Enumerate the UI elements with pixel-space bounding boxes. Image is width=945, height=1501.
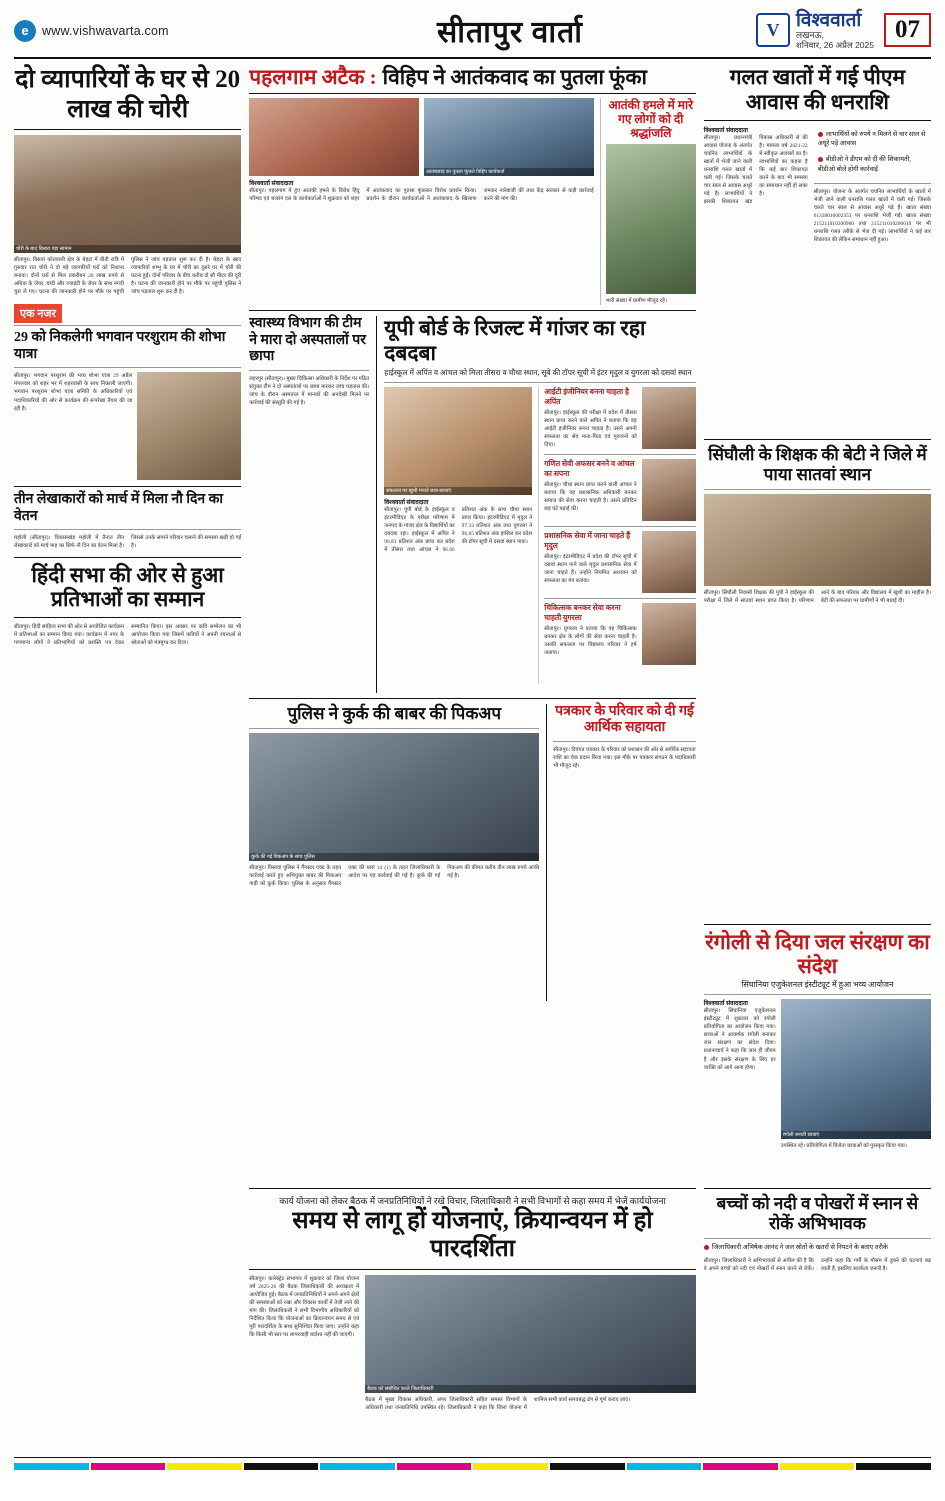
brand-date: शनिवार, 26 अप्रैल 2025 <box>795 39 874 50</box>
singhaoli-photo <box>704 494 931 586</box>
profile-body: सीतापुर। हाईस्कूल की परीक्षा में प्रदेश में तीसरा स्थान प्राप्त करने वाले अपिंत ने बताया कि वह आईटी इंजीनियर बनना चाहता है। उसने अपनी सफलता का श्रेय माता-पिता एवं गुरुजनों को दिया। <box>544 409 637 449</box>
profile-card <box>544 531 696 593</box>
masthead-left <box>14 20 264 42</box>
attack-body: सीतापुर। पहलगाम में हुए आतंकी हमले के विरोध हिंदू परिषद एवं बजरंग दल के कार्यकर्ताओं ने शुक्रवार को शहर में आतंकवाद का पुतला फूंककर विरोध प्रदर्शन किया। प्रदर्शन के दौरान कार्यकर्ताओं ने आतंकवाद के खिलाफ जमकर नारेबाजी की तथा केंद्र सरकार से कड़ी कार्रवाई करने की मांग की। <box>249 187 594 202</box>
brand-logo-icon: V <box>756 13 790 47</box>
brand-block <box>756 11 874 49</box>
river-bullet: जिलाधिकारी अभिषेक आनंद ने जल स्रोतों के खतरों से निपटने के बताए तरीके <box>711 1244 888 1252</box>
eknazar-photo <box>137 372 241 480</box>
site-url[interactable]: www.vishwavarta.com <box>42 23 169 38</box>
cmyk-registration-bar <box>14 1463 931 1470</box>
teachers-headline: तीन लेखाकारों को मार्च में मिला नौ दिन का वेतन <box>14 492 224 524</box>
page-number: 07 <box>884 13 931 47</box>
bottom-center-story: कार्य योजना को लेकर बैठक में जनप्रतिनिधियों ने रखे विचार, जिलाधिकारी ने सभी विभागों से कहा समय में भेजें कार्ययोजना समय से लागू हों योजनाएं, क्रियान्वयन में हो पारदर्शिता सीतापुर। कलेक्ट्रेट सभागार में शुक्रवार को जिला योजना वर्ष 2025-26 की बैठक जिलाधिकारी की अध्यक्षता में आयोजित हुई। बैठक में जनप्रतिनिधियों ने अपने-अपने क्षेत्रों की समस्याओं को रखा और विकास कार्यों में तेजी लाने की मांग की। जिलाधिकारी ने सभी विभागीय अधिकारियों को निर्देशित किया कि योजनाओं का क्रियान्वयन समय से एवं पूरी पारदर्शिता के साथ सुनिश्चित किया जाए। उन्होंने कहा कि किसी भी स्तर पर लापरवाही बर्दाश्त नहीं की जाएगी। बैठक को संबोधित करते जिलाधिकारी बैठक में मुख्य विकास अधिकारी, अपर जिलाधिकारी सहित समस्त विभागों के अधिकारी तथा जनप्रतिनिधि उपस्थित रहे। जिलाधिकारी ने कहा कि जिला योजना में शामिल सभी कार्य समयबद्ध ढंग से पूर्ण कराए जाएं। <box>249 1183 696 1501</box>
brand-city: लखनऊ, <box>795 30 825 41</box>
column-right: गलत खातों में गई पीएम आवास की धनराशि विश्ववार्ता संवाददाता सीतापुर। प्रधानमंत्री आवास योजना के अंतर्गत चयनित लाभार्थियों के खातों में भेजी जाने वाली धनराशि गलत खातों में चली गई। जिसके चलते चार साल से आवास अधूरे पड़े हैं। लाभार्थियों ने इसकी शिकायत खंड विकास अधिकारी से की है। मामला वर्ष 2021-22 में स्वीकृत आवासों का है। लाभार्थियों का कहना है कि कई बार शिकायत करने के बाद भी समस्या का समाधान नहीं हो सका है। लाभार्थियों को रुपये न मिलने से चार साल से अधूरे पड़े आवास बीडीओ ने डीएम को दी की शिकायती, बीडीओ बोले होगी कार्रवाई सीतापुर। योजना के अंतर्गत चयनित लाभार्थियों के खातों में भेजी जाने वाली धनराशि गलत खातों में चली गई। जिसके चलते चार साल से आवास अधूरे पड़े हैं। खाता संख्या 61338010002353 पर धनराशि भेजी गई। खाता संख्या 215211010200960 तथा 215211010200619 पर भी धनराशि गलत तरीके से भेज दी गई। लाभार्थियों ने कई बार शिकायत की लेकिन समाधान नहीं हुआ। सिंघौली के शिक्षक की बेटी ने जिले में पाया सातवां स्थान सीतापुर। सिंघौली निवासी शिक्षक की पुत्री ने हाईस्कूल की परीक्षा में जिले में सातवां स्थान प्राप्त किया है। परिणाम आने के बाद परिवार और विद्यालय में खुशी का माहौल है। बेटी की सफलता पर ग्रामीणों ने भी बधाई दी। रंगोली से दिया जल संरक्षण का संदेश सिंघानिया एजुकेशनल इंस्टीट्यूट में हुआ भव्य आयोजन विश्ववार्ता संवाददाता सीतापुर। सिंघानिया एजुकेशनल इंस्टीट्यूट में शुक्रवार को रंगोली प्रतियोगिता का आयोजन किया गया। छात्राओं ने आकर्षक रंगोली बनाकर जल संरक्षण का संदेश दिया। प्रधानाचार्य ने कहा कि जल ही जीवन है और इसके संरक्षण के लिए हर व्यक्ति को आगे आना होगा। रंगोली बनातीं छात्राएं उपस्थित रहे। प्रतियोगिता में विजेता छात्राओं को पुरस्कृत किया गया। <box>704 65 931 1179</box>
profile-card <box>544 459 696 521</box>
profile-card <box>544 603 696 665</box>
pm-headline: गलत खातों में गई पीएम आवास की धनराशि <box>729 65 906 114</box>
column-center <box>249 65 696 1179</box>
rangoli-sub: सिंघानिया एजुकेशनल इंस्टीट्यूट में हुआ भव्य आयोजन <box>741 980 894 990</box>
bottom-photo-caption: बैठक को संबोधित करते जिलाधिकारी <box>365 1385 696 1393</box>
pm-body: सीतापुर। प्रधानमंत्री आवास योजना के अंतर्गत चयनित लाभार्थियों के खातों में भेजी जाने वाली धनराशि गलत खातों में चली गई। जिसके चलते चार साल से आवास अधूरे पड़े हैं। लाभार्थियों ने इसकी शिकायत खंड विकास अधिकारी से की है। मामला वर्ष 2021-22 में स्वीकृत आवासों का है। लाभार्थियों का कहना है कि कई बार शिकायत करने के बाद भी समस्या का समाधान नहीं हो सका है। <box>703 134 808 206</box>
bottom-kicker: कार्य योजना को लेकर बैठक में जनप्रतिनिधियों ने रखे विचार, जिलाधिकारी ने सभी विभागों से कहा समय में भेजें कार्ययोजना <box>279 1196 666 1207</box>
shradhanjali-box: आतंकी हमले में मारे गए लोगों को दी श्रद्धांजलि भारी संख्या में ग्रामीण मौजूद रहे। <box>600 98 696 306</box>
health-body: लहरपुर (सीतापुर)। मुख्य चिकित्सा अधिकारी के निर्देश पर गठित संयुक्त टीम ने दो अस्पतालों पर छापा मारकर जांच पड़ताल की। जांच के दौरान अस्पताल में मानकों की अनदेखी मिलने पर कार्रवाई की संस्तुति की गई है। <box>249 375 370 407</box>
lead-photo-caption: चोरी के बाद बिखरा पड़ा सामान <box>14 245 241 253</box>
profile-body: सीतापुर। चौथा स्थान प्राप्त करने वाली आंचल ने बताया कि वह प्रशासनिक अधिकारी बनकर समाज की सेवा करना चाहती है। उसने प्रतिदिन छह घंटे पढ़ाई की। <box>544 482 637 513</box>
board-body: सीतापुर। यूपी बोर्ड के हाईस्कूल व इंटरमीडिएट के परीक्षा परिणाम में जनपद के गांजर क्षेत्र के विद्यार्थियों का दबदबा रहा। हाईस्कूल में अपिंत ने 96.83 प्रतिशत अंक प्राप्त कर प्रदेश में तीसरा तथा आंचल ने 96.66 प्रतिशत अंक के साथ चौथा स्थान प्राप्त किया। इंटरमीडिएट में मृदुल ने 97.33 प्रतिशत अंक तथा युगरला ने 96.85 प्रतिशत अंक हासिल कर प्रदेश की टॉपर सूची में दसवां स्थान पाया। <box>384 506 533 554</box>
pm-byline: विश्ववार्ता संवाददाता <box>703 127 748 134</box>
eknazar-box <box>14 304 241 480</box>
police-photo <box>249 733 539 861</box>
bottom-body: सीतापुर। कलेक्ट्रेट सभागार में शुक्रवार को जिला योजना वर्ष 2025-26 की बैठक जिलाधिकारी की अध्यक्षता में आयोजित हुई। बैठक में जनप्रतिनिधियों ने अपने-अपने क्षेत्रों की समस्याओं को रखा और विकास कार्यों में तेजी लाने की मांग की। जिलाधिकारी ने सभी विभागीय अधिकारियों को निर्देशित किया कि योजनाओं का क्रियान्वयन समय से एवं पूरी पारदर्शिता के साथ सुनिश्चित किया जाए। उन्होंने कहा कि किसी भी स्तर पर लापरवाही बर्दाश्त नहीं की जाएगी। <box>249 1275 360 1339</box>
brand-name: विश्ववार्ता <box>795 10 862 32</box>
attack-photo-1 <box>249 98 419 176</box>
hindi-sabha-body: सीतापुर। हिंदी साहित्य सभा की ओर से आयोजित कार्यक्रम में प्रतिभाओं का सम्मान किया गया। कार्यक्रम में नगर के गणमान्य लोगों ने प्रतिभागियों को प्रशस्ति पत्र देकर सम्मानित किया। इस अवसर पर कवि सम्मेलन का भी आयोजन किया गया जिसमें कवियों ने अपनी रचनाओं से श्रोताओं को मंत्रमुग्ध कर दिया। <box>14 624 242 647</box>
police-story <box>249 704 539 1001</box>
profile-photo <box>642 531 696 593</box>
profile-card <box>544 387 696 449</box>
teachers-body: महोली (सीतापुर)। विकासखंड महोली में तैनात तीन लेखाकारों को मार्च माह का सिर्फ नौ दिन का वेतन मिला है। जिससे उनके सामने परिवार चलाने की समस्या खड़ी हो गई है। <box>14 535 242 550</box>
rangoli-headline: रंगोली से दिया जल संरक्षण का संदेश <box>705 929 930 979</box>
bottom-headline: समय से लागू हों योजनाएं, क्रियान्वयन में हो पारदर्शिता <box>292 1208 653 1263</box>
eknazar-label: एक नजर <box>14 304 62 323</box>
bullet-dot-icon <box>704 1245 709 1250</box>
page-grid <box>14 65 931 1179</box>
journalist-body: सीतापुर। दिवंगत पत्रकार के परिवार को प्रशासन की ओर से आर्थिक सहायता राशि का चेक प्रदान किया गया। इस मौके पर पत्रकार संगठन के पदाधिकारी भी मौजूद रहे। <box>553 746 696 769</box>
police-body: सीतापुर। पिसावां पुलिस ने गैंगस्टर एक्ट के तहत कार्रवाई करते हुए अभियुक्त बाबर की पिकअप गाड़ी को कुर्क किया। पुलिस के अनुसार गैंगस्टर एक्ट की धारा 14 (1) के तहत जिलाधिकारी के आदेश पर यह कार्रवाई की गई है। कुर्क की गई पिकअप की कीमत करीब तीन लाख रुपये आंकी गई है। <box>249 864 540 888</box>
shradhanjali-photo <box>606 144 696 294</box>
rangoli-photo <box>781 999 931 1139</box>
lead-photo <box>14 135 241 253</box>
footer-rule <box>14 1457 931 1458</box>
profile-title: प्रशासनिक सेवा में जाना चाहते हैं मृदुल <box>544 531 631 551</box>
board-byline: विश्ववार्ता संवाददाता <box>384 499 429 506</box>
health-title: स्वास्थ्य विभाग की टीम ने मारा दो अस्पतालों पर छापा <box>249 316 366 365</box>
shradhanjali-title: आतंकी हमले में मारे गए लोगों को दी श्रद्धांजलि <box>608 97 693 141</box>
board-story <box>376 316 696 693</box>
profile-title: आईटी इंजीनियर बनना चाहता है अपिंत <box>544 386 629 406</box>
attack-kicker: पहलगाम अटैक : <box>249 65 377 89</box>
pm-bullets: लाभार्थियों को रुपये न मिलने से चार साल से अधूरे पड़े आवास बीडीओ ने डीएम को दी की शिकायती, बीडीओ बोले होगी कार्रवाई सीतापुर। योजना के अंतर्गत चयनित लाभार्थियों के खातों में भेजी जाने वाली धनराशि गलत खातों में चली गई। जिसके चलते चार साल से आवास अधूरे पड़े हैं। खाता संख्या 61338010002353 पर धनराशि भेजी गई। खाता संख्या 215211010200960 तथा 215211010200619 पर भी धनराशि गलत तरीके से भेज दी गई। लाभार्थियों ने कई बार शिकायत की लेकिन समाधान नहीं हुआ। <box>813 130 932 243</box>
edition-title: सीतापुर वार्ता <box>436 16 584 49</box>
police-headline: पुलिस ने कुर्क की बाबर की पिकअप <box>287 703 502 723</box>
globe-icon: e <box>14 20 36 42</box>
rangoli-body: सीतापुर। सिंघानिया एजुकेशनल इंस्टीट्यूट में शुक्रवार को रंगोली प्रतियोगिता का आयोजन किया गया। छात्राओं ने आकर्षक रंगोली बनाकर जल संरक्षण का संदेश दिया। प्रधानाचार्य ने कहा कि जल ही जीवन है और इसके संरक्षण के लिए हर व्यक्ति को आगे आना होगा। <box>703 1008 776 1071</box>
bullet-dot-icon <box>818 132 823 137</box>
police-photo-caption: कुर्क की गई पिकअप के साथ पुलिस <box>249 853 539 861</box>
river-story <box>704 1183 931 1501</box>
rangoli-byline: विश्ववार्ता संवाददाता <box>703 1001 748 1008</box>
eknazar-item: 29 को निकलेगी भगवान परशुराम की शोभा यात्रा <box>14 330 226 362</box>
masthead-center <box>264 10 756 51</box>
column-left <box>14 65 241 1179</box>
profile-body: सीतापुर। युगरला ने बताया कि वह चिकित्सक बनकर क्षेत्र के लोगों की सेवा करना चाहती है। उसकी सफलता पर विद्यालय परिवार ने हर्ष जताया। <box>544 626 637 657</box>
journalist-title: पत्रकार के परिवार को दी गई आर्थिक सहायता <box>555 703 694 736</box>
profile-photo <box>642 459 696 521</box>
pm-bullet-2: बीडीओ ने डीएम को दी की शिकायती, बीडीओ बोले होगी कार्रवाई <box>817 156 912 173</box>
board-photo-caption: सफलता पर खुशी मनाते छात्र-छात्राएं <box>384 487 532 495</box>
singhaoli-headline: सिंघौली के शिक्षक की बेटी ने जिले में पाया सातवां स्थान <box>708 444 927 484</box>
lead-body: सीतापुर। विसवां कोतवाली क्षेत्र के बेहटा में बीती रात्रि में गुरुवार रात चोरी ने दो बड़े व्यापारियों घरों को निशाना बनाया। दोनों घरों से मिल तकरीबन 20 लाख रुपये से अधिक के जेवर, चांदी और ज्वाइंटी के जेवर के साथ नगदी चुरा ले गए। घटना की जानकारी होने पर मौके पर पहुंची पुलिस ने जांच पड़ताल शुरू कर दी है। बेहटा के खाद व्यापारियों शम्भू के घर में चोरी का दूसरे घर में चोरी की घटना हुई। दोनों परिवार के बीच करीब दो सौ मीटर की दूरी है। घटना की जानकारी होने पर मौके पर पहुंची पुलिस ने जांच पड़ताल शुरू कर दी है। <box>14 257 242 296</box>
eknazar-body: सीतापुर। भगवान परशुराम की भव्य शोभा यात्रा 29 अप्रैल मंगलवार को शहर भर में शहरवासी के साथ निकाली जाएगी। भगवान परशुराम शोभा यात्रा समिति के अधिकारियों एवं पदाधिकारियों की ओर से कार्यक्रम की रूपरेखा तैयार की जा रही है। <box>14 373 133 412</box>
pm-bullet-1: लाभार्थियों को रुपये न मिलने से चार साल से अधूरे पड़े आवास <box>817 130 926 148</box>
hindi-sabha-headline: हिंदी सभा की ओर से हुआ प्रतिभाओं का सम्मान <box>31 562 224 612</box>
topper-profiles <box>538 387 696 684</box>
profile-title: गणित सेवी अफसर बनने व आंचल का सपना <box>544 459 635 479</box>
lead-headline: दो व्यापारियों के घर से 20 लाख की चोरी <box>15 66 241 123</box>
masthead-right <box>756 11 931 49</box>
profile-photo <box>642 603 696 665</box>
river-body: सीतापुर। जिलाधिकारी ने अभिभावकों से अपील की है कि वे अपने बच्चों को नदी एवं पोखरों में स्नान करने से रोकें। उन्होंने कहा कि गर्मी के मौसम में डूबने की घटनाएं बढ़ जाती हैं, इसलिए सतर्कता जरूरी है। <box>703 1258 932 1273</box>
masthead <box>14 10 931 59</box>
bullet-dot-icon <box>818 157 823 162</box>
journalist-story <box>546 704 696 1001</box>
board-photo <box>384 387 532 495</box>
board-headline: यूपी बोर्ड के रिजल्ट में गांजर का रहा दबदबा <box>384 316 646 366</box>
attack-photo-caption: आतंकवाद का पुतला फूंकते विहिप कार्यकर्ता <box>424 168 594 176</box>
profile-body: सीतापुर। इंटरमीडिएट में प्रदेश की टॉपर सूची में दसवां स्थान पाने वाले मृदुल प्रशासनिक सेवा में जाना चाहते हैं। उन्होंने नियमित अध्ययन को सफलता का मंत्र बताया। <box>544 554 637 585</box>
rangoli-photo-caption: रंगोली बनातीं छात्राएं <box>781 1131 931 1139</box>
bottom-photo <box>365 1275 696 1393</box>
profile-title: चिकित्सक बनकर सेवा करना चाहती युगरला <box>544 603 621 623</box>
profile-photo <box>642 387 696 449</box>
river-headline: बच्चों को नदी व पोखरों में स्नान से रोकें अभिभावक <box>716 1194 919 1234</box>
brand-text <box>796 11 874 49</box>
attack-photo-2 <box>424 98 594 176</box>
board-sub: हाईस्कूल में अपिंत व आंचल को मिला तीसरा व चौथा स्थान, सूबे की टॉपर सूची में इंटर मृदुल व युगरला को दसवां स्थान <box>384 367 692 377</box>
bottom-strip <box>14 1183 931 1501</box>
health-story <box>249 316 369 693</box>
attack-byline: विश्ववार्ता संवाददाता <box>249 180 294 187</box>
attack-headline: विहिप ने आतंकवाद का पुतला फूंका <box>382 65 647 89</box>
singhaoli-body: सीतापुर। सिंघौली निवासी शिक्षक की पुत्री ने हाईस्कूल की परीक्षा में जिले में सातवां स्थान प्राप्त किया है। परिणाम आने के बाद परिवार और विद्यालय में खुशी का माहौल है। बेटी की सफलता पर ग्रामीणों ने भी बधाई दी। <box>703 589 932 604</box>
